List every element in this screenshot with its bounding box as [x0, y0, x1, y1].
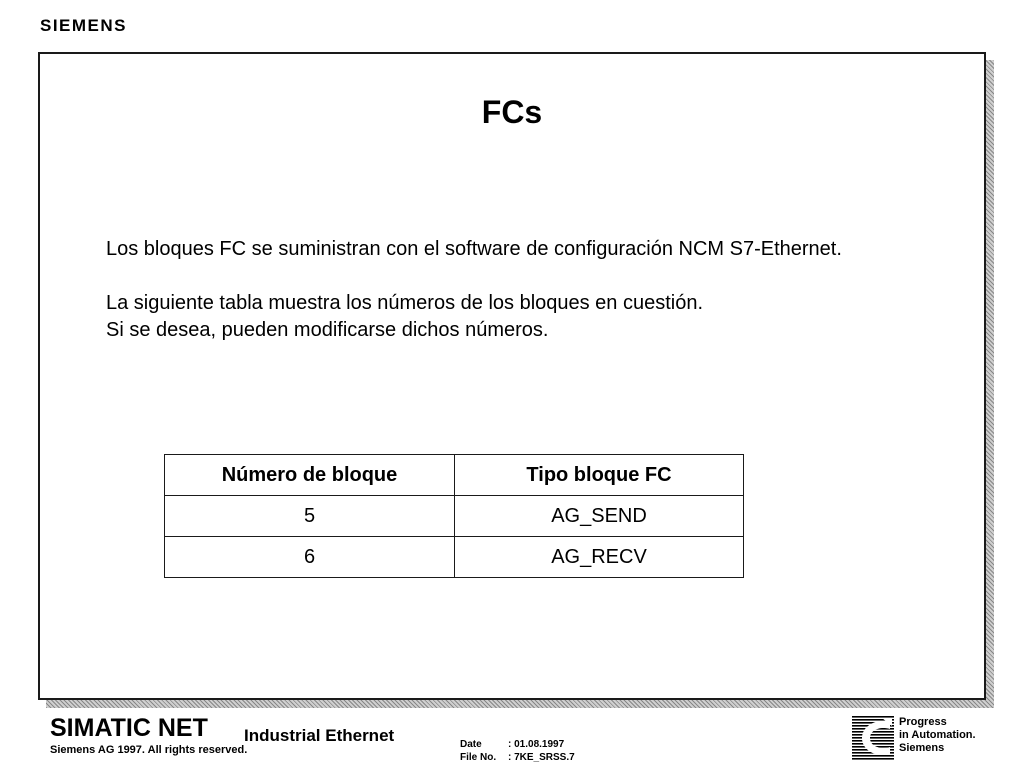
cell-block-number: 6: [165, 537, 455, 578]
footer-date: [460, 739, 564, 750]
date-label: Date: [460, 739, 482, 750]
cell-fc-type: AG_RECV: [455, 537, 744, 578]
paragraph-table-note: La siguiente tabla muestra los números de los bloques en cuestión.: [106, 292, 704, 314]
paragraph-modify-note: Si se desea, pueden modificarse dichos números.: [106, 319, 549, 341]
slide-title: FCs: [481, 94, 543, 130]
table-row: [165, 537, 744, 578]
siemens-progress-logo-icon: [852, 716, 894, 760]
footer-file-number: [460, 752, 575, 763]
logo-text: [899, 716, 976, 755]
logo-line-siemens: Siemens: [899, 742, 945, 754]
header-block-number: Número de bloque: [165, 455, 455, 496]
table-header-row: [165, 455, 744, 496]
footer-copyright: Siemens AG 1997. All rights reserved.: [50, 744, 248, 756]
slide-frame: [38, 52, 986, 700]
logo-line-progress: Progress: [899, 716, 947, 728]
header-fc-type: Tipo bloque FC: [455, 455, 744, 496]
cell-block-number: 5: [165, 496, 455, 537]
file-label: File No.: [460, 752, 497, 763]
siemens-brand: SIEMENS: [40, 16, 128, 35]
file-value: : 7KE_SRSS.7: [508, 752, 575, 763]
paragraph-intro: Los bloques FC se suministran con el software de configuración NCM S7-Ethernet.: [106, 238, 842, 260]
footer-subtitle: Industrial Ethernet: [244, 726, 395, 745]
footer-product: SIMATIC NET: [50, 714, 208, 742]
fc-blocks-table: [164, 454, 744, 578]
date-value: : 01.08.1997: [508, 739, 565, 750]
table-row: [165, 496, 744, 537]
logo-line-automation: in Automation.: [899, 729, 976, 741]
cell-fc-type: AG_SEND: [455, 496, 744, 537]
